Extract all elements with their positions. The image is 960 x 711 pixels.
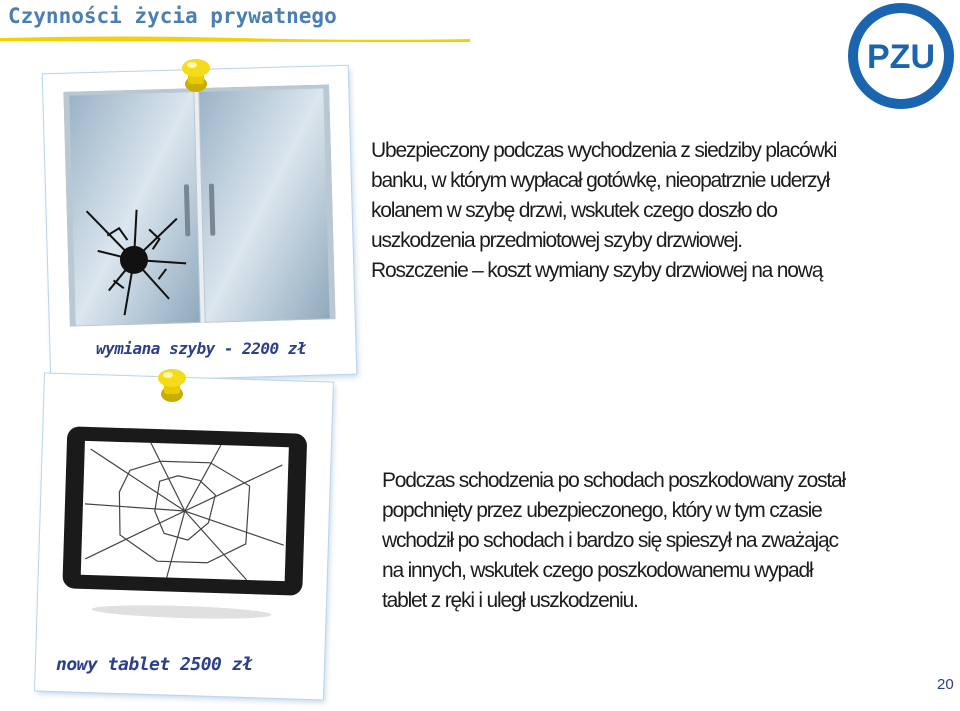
text-line: banku, w którym wypłacał gotówkę, nieopatrznie uderzył bbox=[371, 169, 830, 192]
page-number: 20 bbox=[937, 676, 954, 693]
logo-text: PZU bbox=[867, 38, 935, 76]
photo-card-tablet bbox=[35, 374, 333, 700]
text-line: wchodził po schodach i bardzo się spieszył na zważając bbox=[382, 529, 838, 552]
text-line: kolanem w szybę drzwi, wskutek czego doszło do bbox=[371, 199, 777, 222]
caption-glass: wymiana szyby - 2200 zł bbox=[96, 339, 307, 358]
caption-tablet: nowy tablet 2500 zł bbox=[56, 654, 253, 675]
text-line: na innych, wskutek czego poszkodowanemu wypadł bbox=[382, 559, 813, 582]
case-description-tablet bbox=[382, 466, 922, 616]
text-line: Roszczenie – koszt wymiany szyby drzwiowej na nową bbox=[371, 259, 823, 282]
case-description-glass bbox=[371, 136, 911, 286]
pushpin-icon bbox=[152, 366, 192, 408]
pzu-logo bbox=[847, 2, 955, 110]
text-line: uszkodzenia przedmiotowej szyby drzwiowej. bbox=[371, 229, 742, 252]
page-title: Czynności życia prywatnego bbox=[8, 4, 337, 28]
text-line: Podczas schodzenia po schodach poszkodowany został bbox=[382, 469, 845, 492]
broken-glass-door-icon bbox=[63, 84, 335, 326]
text-line: popchnięty przez ubezpieczonego, który w tym czasie bbox=[382, 499, 822, 522]
cracked-tablet-icon bbox=[55, 418, 313, 636]
text-line: Ubezpieczony podczas wychodzenia z siedziby placówki bbox=[371, 139, 837, 162]
text-line: tablet z ręki i uległ uszkodzeniu. bbox=[382, 589, 638, 612]
photo-card-glass bbox=[43, 66, 356, 382]
pushpin-icon bbox=[176, 56, 216, 98]
title-underline bbox=[0, 34, 470, 43]
